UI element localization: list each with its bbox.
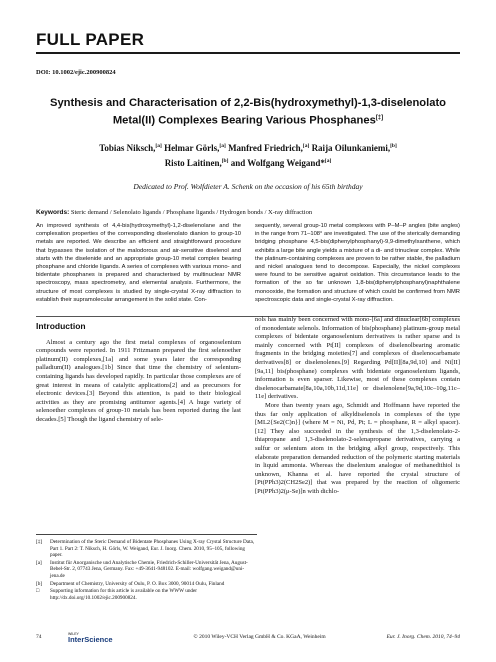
footnote: [a] Institut für Anorganische und Analytische Chemie, Friedrich-Schiller-Universität Jena, August-Bebel-Str. 2, 07743 Jena, Germany. Fax: +49-3641-948102. E-mail: wolfgang.weigand@uni-jena.de <box>36 559 248 579</box>
keywords <box>36 208 460 217</box>
footnotes <box>36 534 257 602</box>
body-paragraph: Almost a century ago the first metal complexes of organoselenium compounds were reported. In 1911 Fritzmann prepared the first selenoether platinum(II) complexes,[1a] and some years later the corresponding palladium(II) analogues.[1b] Since that time the chemistry of selenium-containing ligands has developed rapidly. In particular those complexes are of great interest in means of catalytic applications[2] and as precursors for electronic devices.[3] Beyond this attention, is paid to their biological activities as they are promising antitumor agents.[4] A huge variety of selenoether complexes of group-10 metals has been reported during the last decades.[5] Though the ligand chemistry of sele- <box>36 338 241 423</box>
introduction-heading: Introduction <box>36 321 86 331</box>
author: Risto Laitinen,[b] <box>164 157 229 168</box>
header-rule <box>36 52 460 54</box>
page-footer <box>36 630 460 644</box>
section-type-label: FULL PAPER <box>36 30 145 49</box>
author: Manfred Friedrich,[a] <box>228 143 310 153</box>
body-paragraph: nols has mainly been concerned with mono-[6a] and dinuclear[6b] complexes of monodentate selenols. Information of bis(phosphane) platinum-group metal complexes of bidentate organoselenium derivatives is rather sparse and is mainly concerned with Pt[II] complexes of diselenolbearing aromatic fragments in the bridging moieties[7] and complexes of diselenocarbamate derivatives[8] or diselenolenes.[9] Regarding Pd[II][8a,9d,10] and Ni[II][9a,11] bis(phosphane) complexes with bidentate organoselenium ligands, information is even sparser. Likewise, most of these complexes contain diselenocarbamate[8a,10a,10b,11d,11e] or diselenolene[9a,9d,10c–10g,11c–11e] derivatives. <box>255 316 460 401</box>
interscience-logo: WILEY InterScience <box>68 632 113 644</box>
abstract <box>36 222 460 304</box>
body-paragraph: More than twenty years ago, Schmidt and Hoffmann have reported the thus far only application of alkyldiselenols in complexes of the type [ML2{Se2(C)n}] (where M = Ni, Pd, Pt; L = phosphane, R = alkyl spacer).[12] They also succeeded in the synthesis of the 1,3-diselenolato-2-thiapropane and 1,3-diselenolato-2-selenapropane derivatives, carrying a sulfur or selenium atom in the bridging alkyl group, respectively. This elaborate preparation demanded reduction of the polymeric starting materials in liquid ammonia. Whereas the diselenium analogue of methanedithiol is unknown, Khanna et al. have reported the crystal structure of [Pt(PPh3)2(CH2Se2)] that was prepared by the reaction of oligomeric [Pt(PPh3)2(μ-Se)]n with dichlo- <box>255 401 460 495</box>
supporting-info-note: □ Supporting information for this article is available on the WWW under http://dx.doi.org/10.1002/ejic.200900824. <box>36 588 198 601</box>
journal-citation: Eur. J. Inorg. Chem. 2010, 74–94 <box>386 634 460 640</box>
paper-title-text: Synthesis and Characterisation of 2,2-Bis(hydroxymethyl)-1,3-diselenolato Metal(II) Complexes Bearing Various Phosphanes <box>49 97 446 127</box>
author-list <box>36 140 460 169</box>
footnote: [b] Department of Chemistry, University of Oulu, P. O. Box 3000, 90014 Oulu, Finland <box>36 580 225 587</box>
keywords-text: Steric demand / Selenolato ligands / Phosphane ligands / Hydrogen bonds / X-ray diffraction <box>70 209 313 216</box>
supporting-info-icon: □ <box>36 588 40 595</box>
abstract-right-column: sequently, several group-10 metal complexes with P–M–P angles (bite angles) in the range from 71–108° are investigated. The use of the sterically demanding bridging phosphane 4,5-bis(diphenylphosphanyl)-9,9-dimethylxanthene, which exhibits a large bite angle yields a mixture of a di- and trinuclear complex. While the platinum-containing complexes are proven to be rather stable, the palladium and nickel analogues tend to decompose. Especially, the nickel complexes were found to be sensitive against oxidation. This circumstance leads to the formation of the so far unknown 1,8-bis(diphenylphosphanyl)naphthalene monooxide, the formation and structure of which could be confirmed from NMR spectroscopic data and single-crystal X-ray diffraction. <box>255 223 460 303</box>
paper-title <box>36 96 460 129</box>
author: and Wolfgang Weigand*[a] <box>230 157 332 168</box>
doi: DOI: 10.1002/ejic.200900824 <box>36 69 116 76</box>
author: Tobias Niksch,[a] <box>99 143 162 153</box>
page-number: 74 <box>36 634 42 640</box>
author: Helmar Görls,[a] <box>164 143 226 153</box>
author: Raija Oilunkaniemi,[b] <box>311 143 397 153</box>
title-footnote-mark: [‡] <box>375 115 384 121</box>
body-right-column <box>255 316 460 628</box>
copyright-notice: © 2010 Wiley-VCH Verlag GmbH & Co. KGaA, Weinheim <box>193 634 326 640</box>
footnote: [‡] Determination of the Steric Demand of Bidentate Phosphanes Using X-ray Crystal Structure Data, Part 1. Part 2: T. Niksch, H. Görls, W. Weigand, Eur. J. Inorg. Chem. 2010, 95–105, following paper. <box>36 539 255 559</box>
keywords-label: Keywords: <box>36 209 70 216</box>
dedication: Dedicated to Prof. Wolfdieter A. Schenk on the occasion of his 65th birthday <box>133 182 363 191</box>
abstract-left-column: An improved synthesis of 4,4-bis(hydroxymethyl)-1,2-diselenolane and the complexation properties of the corresponding diselenolato dianion to group-10 metals are reported. We describe an efficient and straightforward procedure that bypasses the isolation of the malodorous and air-sensitive diselenol and starts with the diselenide and an appropriate group-10 metal complex bearing phosphane and chloride ligands. A series of complexes with various mono- and bidentate phosphanes is prepared and characterised by multinuclear NMR spectroscopy, mass spectrometry, and elemental analysis. Furthermore, the structure of most complexes is studied by single-crystal X-ray diffraction to establish their supramolecular arrangement in the solid state. Con- <box>36 223 241 303</box>
